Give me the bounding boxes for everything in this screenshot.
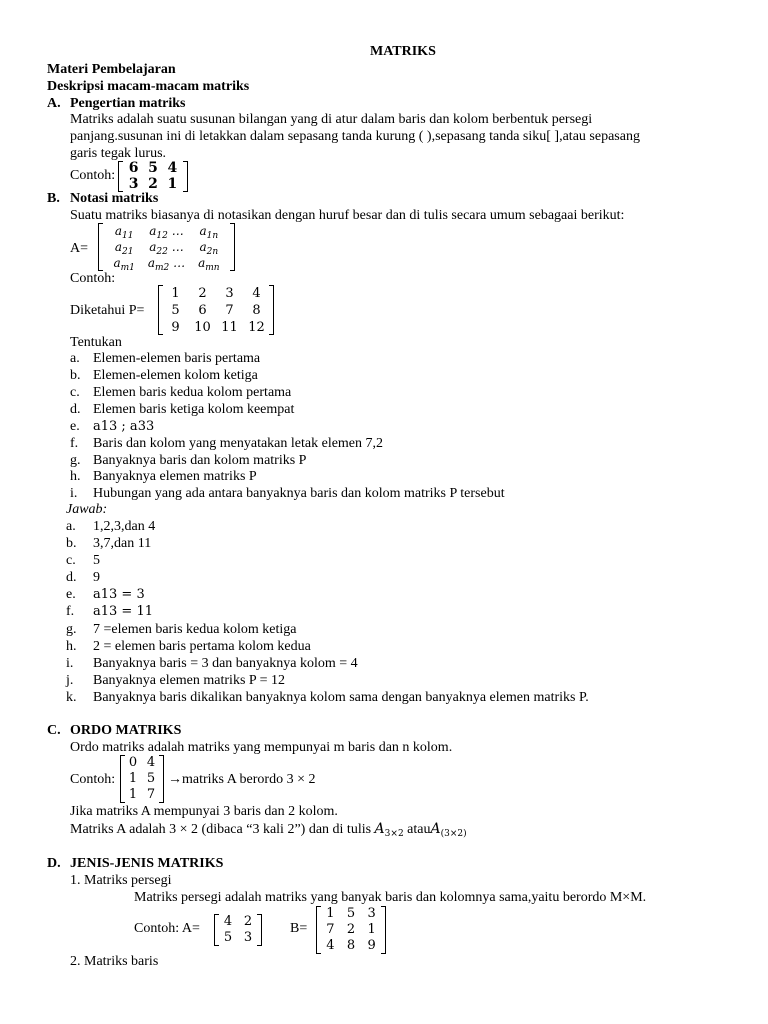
matrix-cell: 3 — [367, 906, 376, 921]
matrix-cell: 6 — [128, 160, 139, 176]
answer-label: f. — [66, 604, 75, 619]
section-b-label: B. — [47, 191, 60, 206]
question-label: c. — [70, 385, 80, 400]
question-label: i. — [70, 486, 78, 501]
matrix-cell: 4 — [252, 286, 261, 301]
answer-text: Banyaknya baris = 3 dan banyaknya kolom = 4 — [93, 656, 358, 671]
matrix-cell: 5 — [171, 303, 180, 318]
section-a-contoh: Contoh: — [70, 168, 116, 183]
section-b-contoh: Contoh: — [70, 271, 116, 286]
general-cell: $a_{22}$ … — [149, 240, 184, 257]
answer-label: h. — [66, 639, 77, 654]
matrix-cell: 5 — [146, 771, 156, 786]
materi-heading: Materi Pembelajaran — [47, 62, 176, 77]
answer-text: Banyaknya baris dikalikan banyaknya kolom sama dengan banyaknya elemen matriks P. — [93, 690, 589, 705]
matrix-cell: 4 — [223, 914, 233, 929]
question-text: Elemen baris kedua kolom pertama — [93, 385, 292, 400]
diketahui-label: Diketahui P= — [70, 303, 145, 318]
answer-text: 5 — [93, 553, 100, 568]
general-cell: $a_{1n}$ — [199, 224, 219, 241]
matrix-b-square — [316, 906, 386, 954]
general-cell: $a_{mn}$ — [198, 256, 220, 273]
question-text: Baris dan kolom yang menyatakan letak elemen 7,2 — [93, 436, 384, 451]
question-text: Banyaknya elemen matriks P — [93, 469, 257, 484]
matrix-cell: 6 — [198, 303, 207, 318]
matrix-cell: 1 — [128, 787, 138, 802]
matrix-cell: 2 — [198, 286, 207, 301]
section-d-heading: JENIS-JENIS MATRIKS — [70, 856, 224, 871]
matrix-cell: 10 — [194, 320, 211, 335]
matrix-cell: 8 — [252, 303, 261, 318]
general-matrix-label: A= — [70, 241, 89, 256]
section-c-contoh: Contoh: — [70, 772, 116, 787]
answer-label: g. — [66, 622, 77, 637]
matrix-cell: 2 — [346, 922, 356, 937]
section-c-intro: Ordo matriks adalah matriks yang mempunyai m baris dan n kolom. — [70, 740, 453, 755]
answer-text: a13 = 11 — [93, 604, 153, 619]
matrix-cell: 1 — [171, 286, 180, 301]
answer-text: 2 = elemen baris pertama kolom kedua — [93, 639, 311, 654]
answer-text: 7 =elemen baris kedua kolom ketiga — [93, 622, 297, 637]
answer-text: 9 — [93, 570, 100, 585]
question-label: h. — [70, 469, 81, 484]
matrix-a-square — [214, 914, 262, 946]
question-text: a13 ; a33 — [93, 419, 155, 434]
general-cell: $a_{2n}$ — [199, 240, 219, 257]
section-c-heading: ORDO MATRIKS — [70, 723, 182, 738]
answer-label: j. — [66, 673, 74, 688]
matrix-cell: 3 — [128, 175, 139, 192]
section-d-label: D. — [47, 856, 61, 871]
matrix-cell: 2 — [148, 175, 158, 192]
matrix-cell: 7 — [326, 922, 335, 937]
matrix-cell: 4 — [167, 160, 178, 176]
section-d-item-1: 1. Matriks persegi — [70, 873, 172, 888]
question-label: b. — [70, 368, 81, 383]
answer-label: i. — [66, 656, 74, 671]
section-a-para-1: Matriks adalah suatu susunan bilangan yang di atur dalam baris dan kolom berbentuk persegi — [70, 112, 593, 127]
matrix-cell: 1 — [367, 922, 376, 937]
answer-label: c. — [66, 553, 76, 568]
matrix-cell: 4 — [326, 938, 335, 953]
answer-label: k. — [66, 690, 77, 705]
matrix-cell: 12 — [248, 320, 265, 335]
question-text: Elemen baris ketiga kolom keempat — [93, 402, 295, 417]
answer-text: 1,2,3,dan 4 — [93, 519, 156, 534]
matrix-cell: 8 — [346, 938, 356, 953]
tentukan-label: Tentukan — [70, 335, 122, 350]
section-c-line-1: Jika matriks A mempunyai 3 baris dan 2 kolom. — [70, 804, 338, 819]
section-d-item-2: 2. Matriks baris — [70, 954, 159, 969]
section-b-heading: Notasi matriks — [70, 191, 159, 206]
general-cell: $a_{21}$ — [114, 240, 134, 257]
b-eq-label: B= — [290, 921, 308, 936]
matrix-cell: 5 — [223, 930, 233, 945]
deskripsi-heading: Deskripsi macam-macam matriks — [47, 79, 250, 94]
answer-text: a13 = 3 — [93, 587, 145, 602]
section-a-heading: Pengertian matriks — [70, 96, 186, 111]
question-label: d. — [70, 402, 81, 417]
matrix-cell: 1 — [128, 771, 138, 786]
section-b-intro: Suatu matriks biasanya di notasikan dengan huruf besar dan di tulis secara umum sebagaai berikut: — [70, 208, 625, 223]
general-cell: $a_{m1}$ — [113, 256, 135, 273]
question-label: e. — [70, 419, 80, 434]
matrix-cell: 0 — [128, 755, 138, 770]
section-d-desc-1: Matriks persegi adalah matriks yang banyak baris dan kolomnya sama,yaitu berordo M×M. — [134, 890, 647, 905]
section-c-label: C. — [47, 723, 61, 738]
example-matrix-a — [118, 161, 188, 192]
ordo-example-matrix — [120, 755, 164, 803]
matrix-cell: 7 — [146, 787, 156, 802]
section-a-para-2: panjang.susunan ini di letakkan dalam sepasang tanda kurung ( ),sepasang tanda siku[ ],atau sepasang — [70, 129, 640, 144]
page-title: MATRIKS — [370, 44, 436, 59]
general-cell: $a_{12}$ … — [149, 224, 184, 241]
question-label: f. — [70, 436, 79, 451]
answer-label: b. — [66, 536, 77, 551]
section-c-line-2: Matriks A adalah 3 × 2 (dibaca “3 kali 2”) dan di tulis $A_{3\times 2}$ atauA$_{(3\times 2)}$ — [70, 821, 467, 839]
section-a-label: A. — [47, 96, 61, 111]
matrix-cell: 9 — [367, 938, 376, 953]
answer-label: e. — [66, 587, 76, 602]
jawab-label: Jawab: — [66, 502, 108, 517]
matrix-cell: 2 — [243, 914, 253, 929]
matrix-cell: 4 — [146, 755, 156, 770]
answer-text: 3,7,dan 11 — [93, 536, 152, 551]
matrix-cell: 1 — [326, 906, 335, 921]
section-a-para-3: garis tegak lurus. — [70, 146, 167, 161]
question-text: Elemen-elemen kolom ketiga — [93, 368, 258, 383]
matrix-cell: 11 — [221, 320, 238, 335]
question-text: Banyaknya baris dan kolom matriks P — [93, 453, 307, 468]
matrix-cell: 5 — [148, 160, 158, 176]
general-matrix — [98, 223, 235, 271]
answer-label: a. — [66, 519, 76, 534]
matrix-cell: 1 — [167, 175, 178, 192]
contoh-a-label: Contoh: A= — [134, 921, 200, 936]
question-text: Elemen-elemen baris pertama — [93, 351, 261, 366]
answer-label: d. — [66, 570, 77, 585]
p-matrix — [158, 285, 274, 335]
matrix-cell: 5 — [346, 906, 356, 921]
ordo-arrow-text: →matriks A berordo 3 × 2 — [168, 772, 316, 787]
question-label: a. — [70, 351, 80, 366]
general-cell: $a_{m2}$ … — [147, 256, 186, 273]
question-label: g. — [70, 453, 81, 468]
general-cell: $a_{11}$ — [114, 224, 134, 241]
question-text: Hubungan yang ada antara banyaknya baris dan kolom matriks P tersebut — [93, 486, 505, 501]
matrix-cell: 9 — [171, 320, 180, 335]
answer-text: Banyaknya elemen matriks P = 12 — [93, 673, 286, 688]
matrix-cell: 7 — [225, 303, 234, 318]
matrix-cell: 3 — [243, 930, 253, 945]
matrix-cell: 3 — [225, 286, 234, 301]
